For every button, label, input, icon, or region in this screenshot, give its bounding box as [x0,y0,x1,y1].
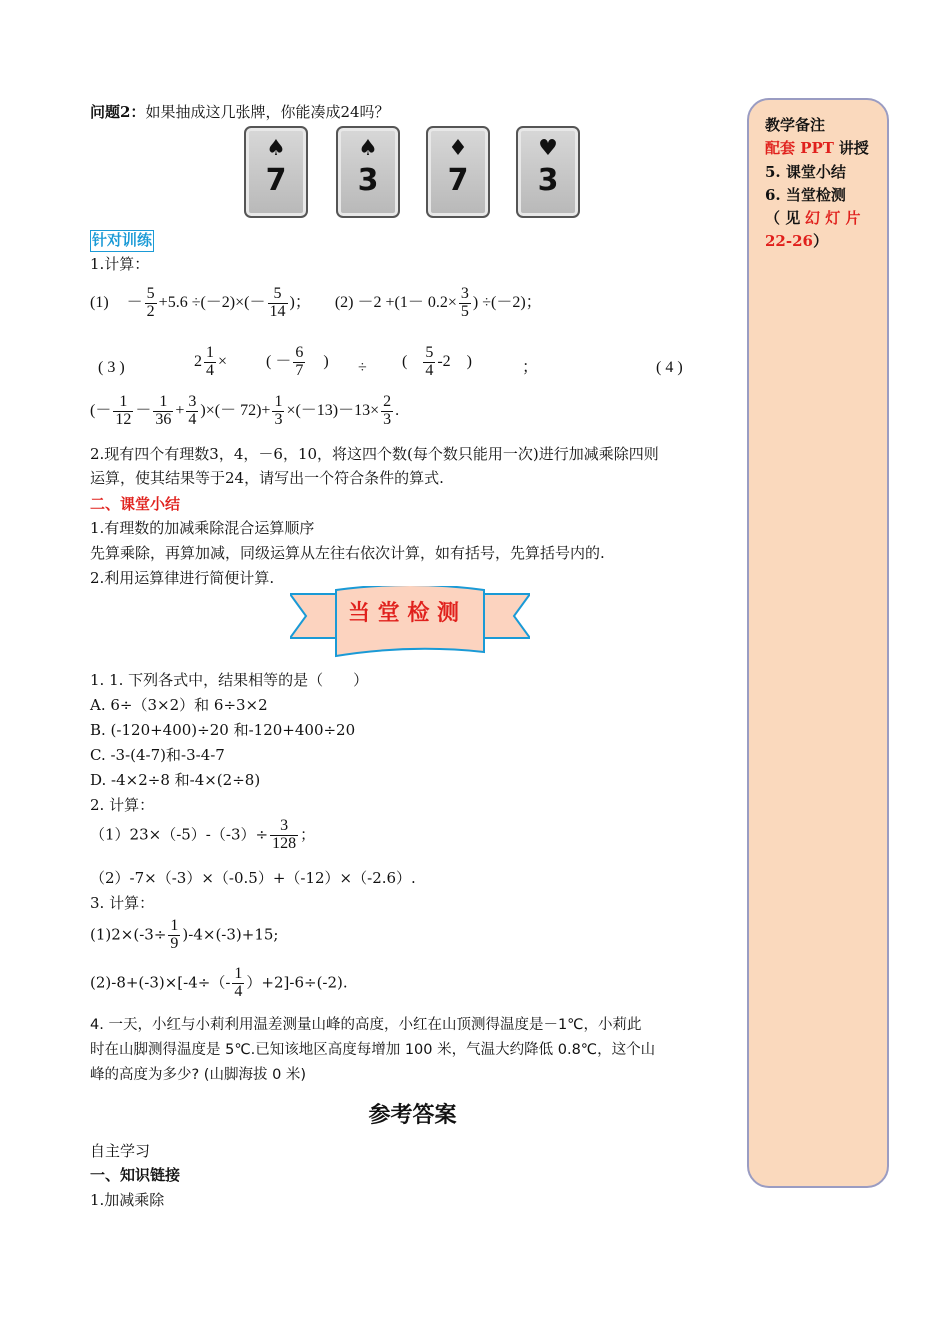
test-option-d: D. -4×2÷8 和-4×(2÷8) [90,771,261,789]
playing-cards [244,126,584,218]
fraction: $\frac{1}{9}$ [170,917,179,952]
expr-row-3: (－ $\frac{1}{12}$ － $\frac{1}{36}$ + $\frac{3}{4}$ )×(－ 72)+ $\frac{1}{3}$ ×(－13)－13× $\frac{2}{3}$ . [90,393,400,428]
training-q2-line1: 2.现有四个有理数3，4，－6，10，将这四个数(每个数只能用一次)进行加减乘除四则 [90,445,659,463]
notes-title: 教学备注 [765,116,826,134]
fraction: $\frac{1}{4}$ [206,344,214,379]
notes-line-slides: （ 见 幻 灯 片 [765,209,861,227]
fraction: $\frac{1}{3}$ [274,393,283,428]
expr-label: (1) [90,293,109,311]
expr-text: －2 +(1－ 0.2× [357,293,457,311]
answers-section-1: 自主学习 [90,1142,151,1160]
training-q1: 1.计算： [90,255,150,273]
test-option-b: B. (-120+400)÷20 和-120+400÷20 [90,721,356,739]
fraction: $\frac{1}{12}$ [115,393,132,428]
test-q2: 2. 计算： [90,796,155,814]
test-q4-line2: 时在山脚测得温度是 5℃.已知该地区高度每增加 100 米，气温大约降低 0.8℃，这个山 [90,1042,656,1058]
heart-icon: ♥ [538,136,558,161]
card-diamond-7 [426,126,490,218]
notes-line-ppt: 配套 PPT 讲授 [765,139,869,158]
expr-text: )； [289,293,311,311]
problem-2-text: 如果抽成这几张牌，你能凑成24吗？ [145,103,390,121]
expr-label: ( 3 ) [98,359,125,376]
summary-line-2: 先算乘除，再算加减，同级运算从左往右依次计算，如有括号，先算括号内的. [90,544,605,562]
fraction: $\frac{3}{128}$ [272,817,297,852]
fraction: $\frac{3}{5}$ [460,285,469,320]
teaching-notes-sidebar [747,98,889,1188]
card-heart-3 [516,126,580,218]
expr-label: ( 4 ) [656,359,683,376]
expr-text: ) ÷(－2)； [472,293,542,311]
spade-icon: ♠ [266,136,286,161]
fraction: $\frac{5}{2}$ [146,285,155,320]
training-title [90,228,154,252]
fraction: $\frac{2}{3}$ [383,393,392,428]
fraction: $\frac{5}{4}$ [425,344,434,379]
fraction: $\frac{5}{14}$ [269,285,286,320]
notes-line-summary: 5. 课堂小结 [765,162,846,181]
banner-text: 当 堂 检 测 [348,601,459,626]
fraction: $\frac{1}{36}$ [155,393,172,428]
test-q4-line1: 4. 一天，小红与小莉利用温差测量山峰的高度，小红在山顶测得温度是－1℃，小莉此 [90,1017,642,1033]
test-option-c: C. -3-(4-7)和-3-4-7 [90,746,225,764]
test-q4-line3: 峰的高度为多少? (山脚海拔 0 米) [90,1067,307,1083]
problem-2-label: 问题2： [90,103,146,121]
diamond-icon: ♦ [448,136,468,161]
summary-line-3: 2.利用运算律进行简便计算. [90,569,275,587]
card-rank: 3 [357,163,379,198]
answers-title: 参考答案 [368,1103,457,1128]
test-q2-2: （2）-7×（-3）×（-0.5）+（-12）×（-2.6）. [90,869,416,887]
summary-line-1: 1.有理数的加减乘除混合运算顺序 [90,519,315,537]
answers-section-2: 一、知识链接 [90,1166,181,1184]
card-rank: 7 [265,163,287,198]
card-spade-3 [336,126,400,218]
test-q3-2: (2)-8+(-3)×[-4÷（- $\frac{1}{4}$ ）+2]-6÷(-2). [90,965,348,1000]
notes-line-test: 6. 当堂检测 [765,185,846,204]
fraction: $\frac{1}{4}$ [234,965,243,1000]
fraction: $\frac{3}{4}$ [188,393,197,428]
card-rank: 7 [447,163,469,198]
expr-text: +5.6 ÷(－2)×(－ [158,293,266,311]
card-rank: 3 [537,163,559,198]
answers-item-1: 1.加减乘除 [90,1191,165,1209]
expr-label: (2) [334,293,354,311]
training-q2-line2: 运算，使其结果等于24，请写出一个符合条件的算式. [90,469,444,487]
test-q1: 1. 1. 下列各式中，结果相等的是（ ） [90,671,369,689]
test-option-a: A. 6÷（3×2）和 6÷3×2 [90,696,268,714]
test-q3-1: (1)2×(-3÷ $\frac{1}{9}$ )-4×(-3)+15; [90,917,279,952]
problem-2 [90,100,390,124]
summary-title: 二、课堂小结 [90,495,181,513]
notes-line-range: 22-26） [765,232,828,251]
fraction: $\frac{6}{7}$ [295,344,304,379]
spade-icon: ♠ [358,136,378,161]
card-spade-7 [244,126,308,218]
expr-row-1: (1) － $\frac{5}{2}$ +5.6 ÷(－2)×(－ $\frac{5}{14}$ )； (2) －2 +(1－ 0.2× $\frac{3}{5}$ ) ÷(－2)； [90,285,542,320]
test-banner [290,586,530,664]
test-q3: 3. 计算： [90,894,155,912]
training-title-text: 针对训练 [90,230,154,252]
test-q2-1: （1）23×（-5）-（-3）÷ $\frac{3}{128}$ ； [90,817,316,852]
